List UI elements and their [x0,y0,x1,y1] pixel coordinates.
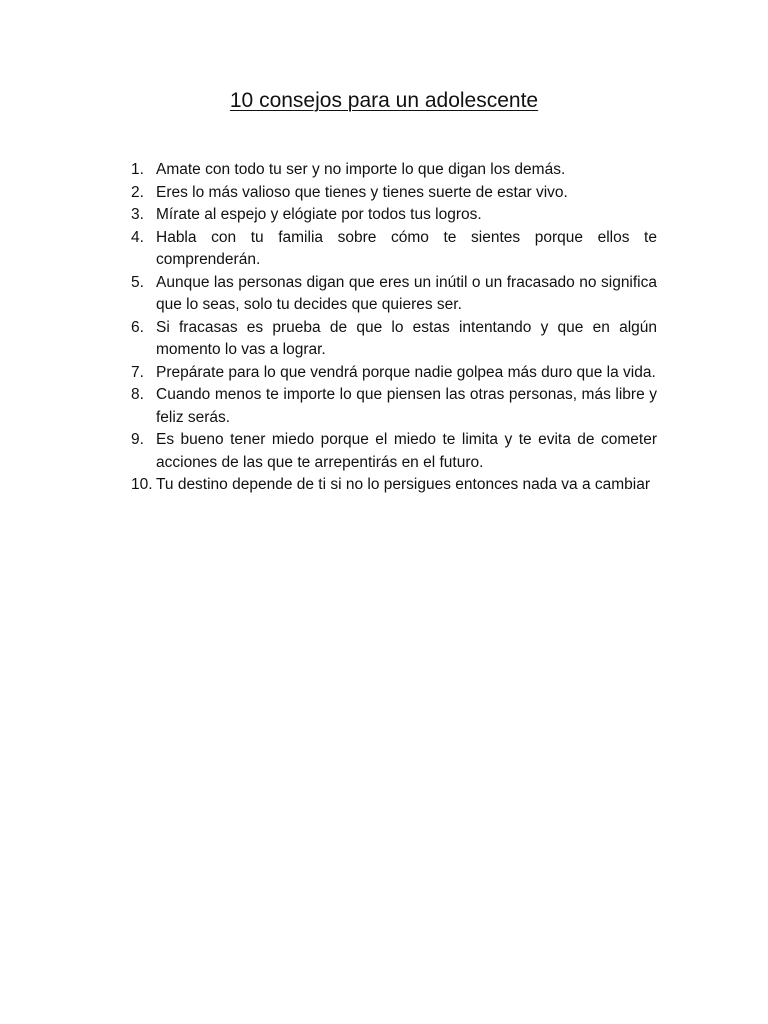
list-item-number: 1. [131,161,144,178]
list-item [131,159,657,182]
list-item-text: Si fracasas es prueba de que lo estas intentando y que en algún momento lo vas a lograr. [156,318,657,358]
document-title-text: 10 consejos para un adolescente [229,89,539,112]
list-item-text: Prepárate para lo que vendrá porque nadie golpea más duro que la vida. [156,363,656,381]
list-item-number: 8. [131,386,144,403]
list-item [131,362,657,385]
list-item-number: 2. [131,183,144,201]
list-item [131,317,657,362]
document-title [0,86,768,116]
list-item-number: 10. [131,476,153,493]
list-item-number: 5. [131,273,144,291]
tips-list [131,159,657,497]
list-item-number: 6. [131,318,144,336]
list-item-text: Amate con todo tu ser y no importe lo que digan los demás. [156,161,566,178]
list-item-number: 4. [131,228,144,246]
list-item-number: 3. [131,206,144,223]
list-item-text: Cuando menos te importe lo que piensen las otras personas, más libre y feliz serás. [156,386,657,426]
list-item-text: Mírate al espejo y elógiate por todos tus logros. [156,206,482,223]
list-item [131,474,657,497]
list-item-text: Aunque las personas digan que eres un inútil o un fracasado no significa que lo seas, solo tu decides que quieres ser. [156,273,657,313]
list-item-text: Habla con tu familia sobre cómo te sientes porque ellos te comprenderán. [156,228,657,268]
list-item-text: Tu destino depende de ti si no lo persigues entonces nada va a cambiar [156,476,651,493]
list-item-number: 7. [131,363,144,381]
list-item [131,204,657,227]
list-item [131,429,657,474]
list-item-text: Es bueno tener miedo porque el miedo te limita y te evita de cometer acciones de las que te arrepentirás en el futuro. [156,431,657,471]
list-item [131,272,657,317]
list-item-text: Eres lo más valioso que tienes y tienes suerte de estar vivo. [156,183,568,201]
list-item [131,182,657,205]
list-item [131,384,657,429]
list-item [131,227,657,272]
list-item-number: 9. [131,431,144,448]
